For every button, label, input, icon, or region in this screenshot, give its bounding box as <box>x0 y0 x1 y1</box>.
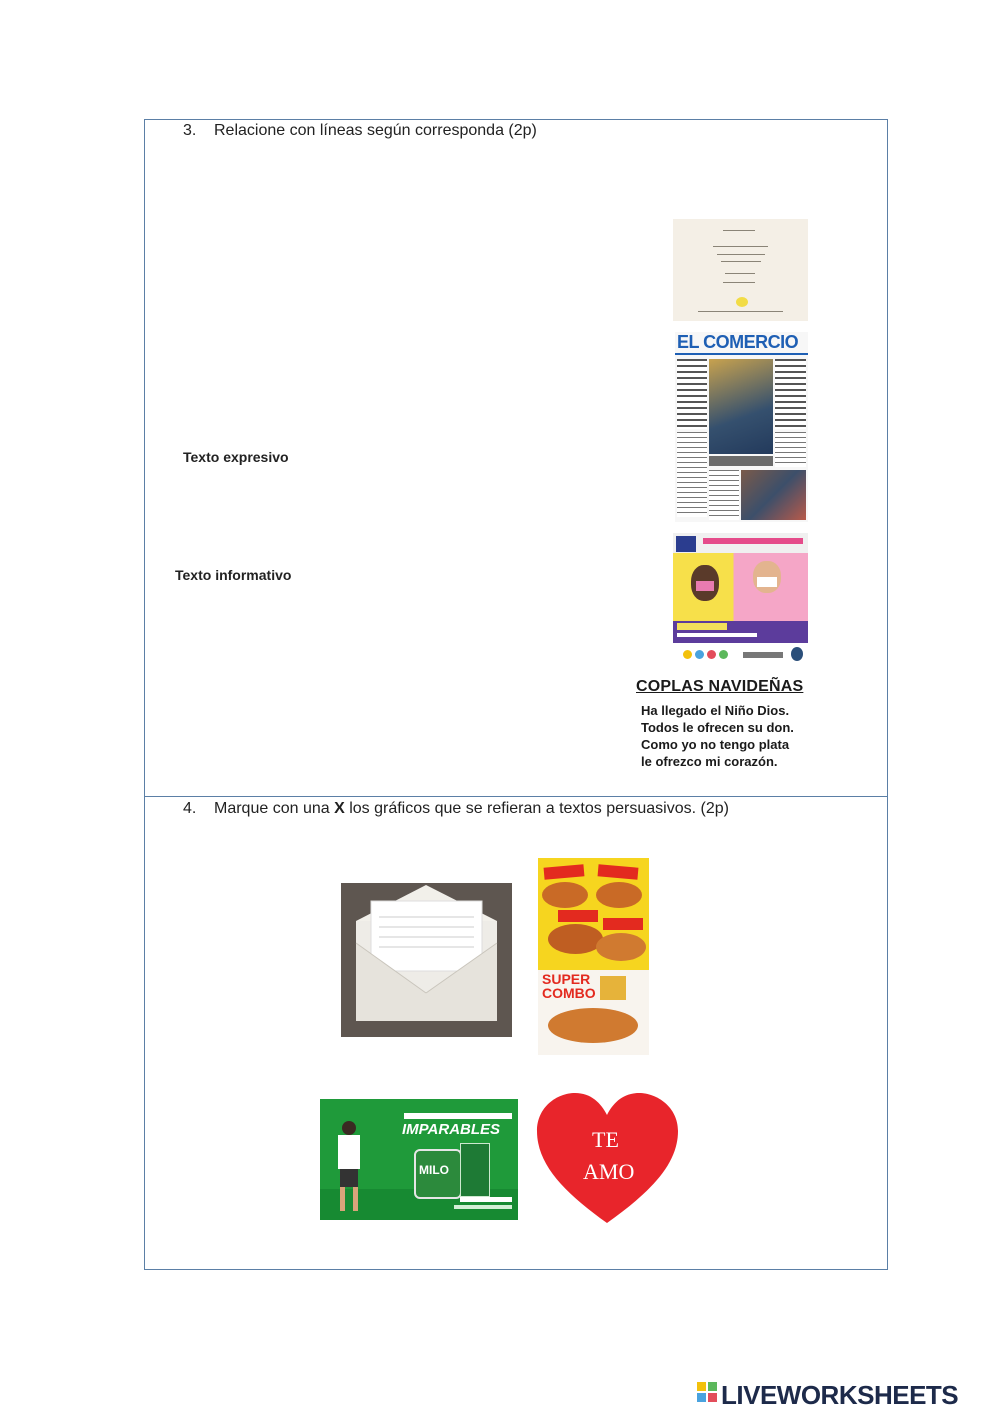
copla-line-1: Ha llegado el Niño Dios. <box>641 703 790 718</box>
milo-ad-image[interactable] <box>320 1099 518 1220</box>
newspaper-image[interactable] <box>675 332 808 522</box>
copla-line-4: le ofrezco mi corazón. <box>641 754 778 769</box>
copla-line-3: Como yo no tengo plata <box>641 737 790 752</box>
coplas-title[interactable]: COPLAS NAVIDEÑAS <box>636 678 804 695</box>
copla-line-2: Todos le ofrecen su don. <box>641 720 794 735</box>
liveworksheets-brand[interactable]: LIVEWORKSHEETS <box>721 1380 959 1410</box>
food-ad-super: SUPER <box>542 971 591 987</box>
vaccination-poster-image[interactable] <box>673 533 808 667</box>
question-3-text: Relacione con líneas según corresponda (2p) <box>214 122 537 139</box>
heart-te-amo-image[interactable] <box>535 1093 680 1226</box>
letter-envelope-image[interactable] <box>341 883 512 1037</box>
liveworksheets-logo-icon <box>697 1382 717 1402</box>
food-combo-ad-image[interactable] <box>538 858 649 1055</box>
milo-ad-brand: MILO <box>419 1163 449 1177</box>
question-3-number: 3. <box>183 122 197 139</box>
heart-text-te: TE <box>592 1127 619 1152</box>
newspaper-masthead: EL COMERCIO <box>677 332 799 352</box>
food-ad-combo: COMBO <box>542 985 596 1001</box>
heart-text-amo: AMO <box>583 1159 635 1184</box>
label-texto-informativo[interactable]: Texto informativo <box>175 567 292 583</box>
milo-ad-headline: IMPARABLES <box>402 1121 501 1138</box>
label-texto-expresivo[interactable]: Texto expresivo <box>183 449 289 465</box>
question-4-text: Marque con una X los gráficos que se refieran a textos persuasivos. (2p) <box>214 800 729 817</box>
question-4-number: 4. <box>183 800 197 817</box>
invitation-card-image[interactable] <box>673 219 808 321</box>
section-divider <box>144 796 888 797</box>
